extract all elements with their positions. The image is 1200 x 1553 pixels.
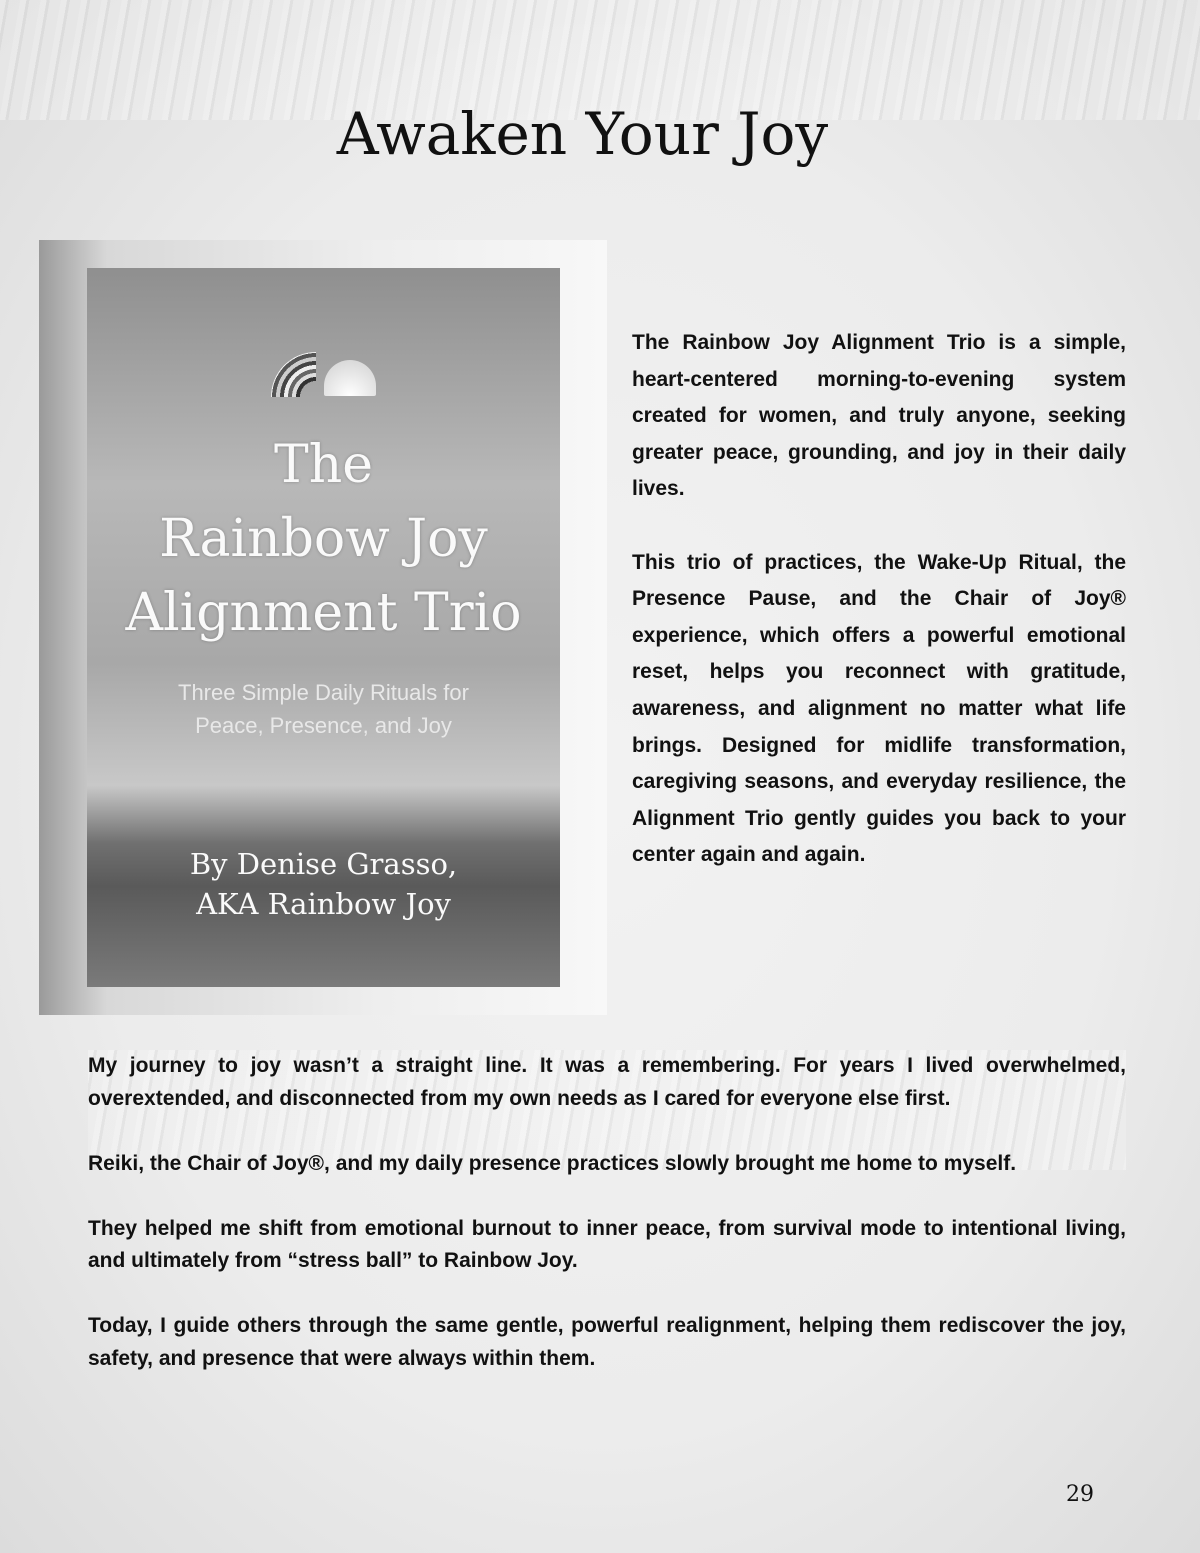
cover-icons [87, 352, 560, 397]
cover-subtitle-line: Three Simple Daily Rituals for [178, 680, 469, 705]
cover-title-line: Rainbow Joy [159, 509, 488, 569]
cover-author-line: By Denise Grasso, [189, 847, 458, 881]
rainbow-icon [271, 352, 316, 397]
intro-column [632, 325, 1126, 911]
story-paragraph: They helped me shift from emotional burnout to inner peace, from survival mode to intentional living, and ultimately from “stress ball” to Rainbow Joy. [88, 1216, 1126, 1272]
page-number: 29 [1066, 1482, 1094, 1507]
story-paragraph: Today, I guide others through the same gentle, powerful realignment, helping them rediscover the joy, safety, and presence that were always within them. [88, 1314, 1126, 1370]
cover-subtitle [87, 676, 560, 742]
story-paragraph: Reiki, the Chair of Joy®, and my daily presence practices slowly brought me home to myself. [88, 1151, 1017, 1175]
cover-author-line: AKA Rainbow Joy [196, 887, 451, 921]
cover-subtitle-line: Peace, Presence, and Joy [195, 713, 452, 738]
sunrise-icon [324, 360, 376, 396]
intro-paragraph: The Rainbow Joy Alignment Trio is a simple, heart-centered morning-to-evening system created for women, and truly anyone, seeking greater peace, grounding, and joy in their daily lives. [632, 331, 1126, 501]
cover-title-line: The [274, 435, 373, 495]
cover-title-line: Alignment Trio [125, 583, 522, 643]
book-cover [87, 268, 560, 987]
book-cover-image [39, 240, 607, 1015]
cover-author [87, 844, 560, 924]
page-title: Awaken Your Joy [336, 100, 829, 168]
story-section [88, 1050, 1126, 1408]
cover-title [87, 428, 560, 650]
intro-paragraph: This trio of practices, the Wake-Up Ritual, the Presence Pause, and the Chair of Joy® experience, which offers a powerful emotional reset, helps you reconnect with gratitude, awareness, and alignment no matter what life brings. Designed for midlife transformation, caregiving seasons, and everyday resilience, the Alignment Trio gently guides you back to your center again and again. [632, 550, 1126, 867]
story-paragraph: My journey to joy wasn’t a straight line. It was a remembering. For years I lived overwhelmed, overextended, and disconnected from my own needs as I cared for everyone else first. [88, 1054, 1126, 1110]
